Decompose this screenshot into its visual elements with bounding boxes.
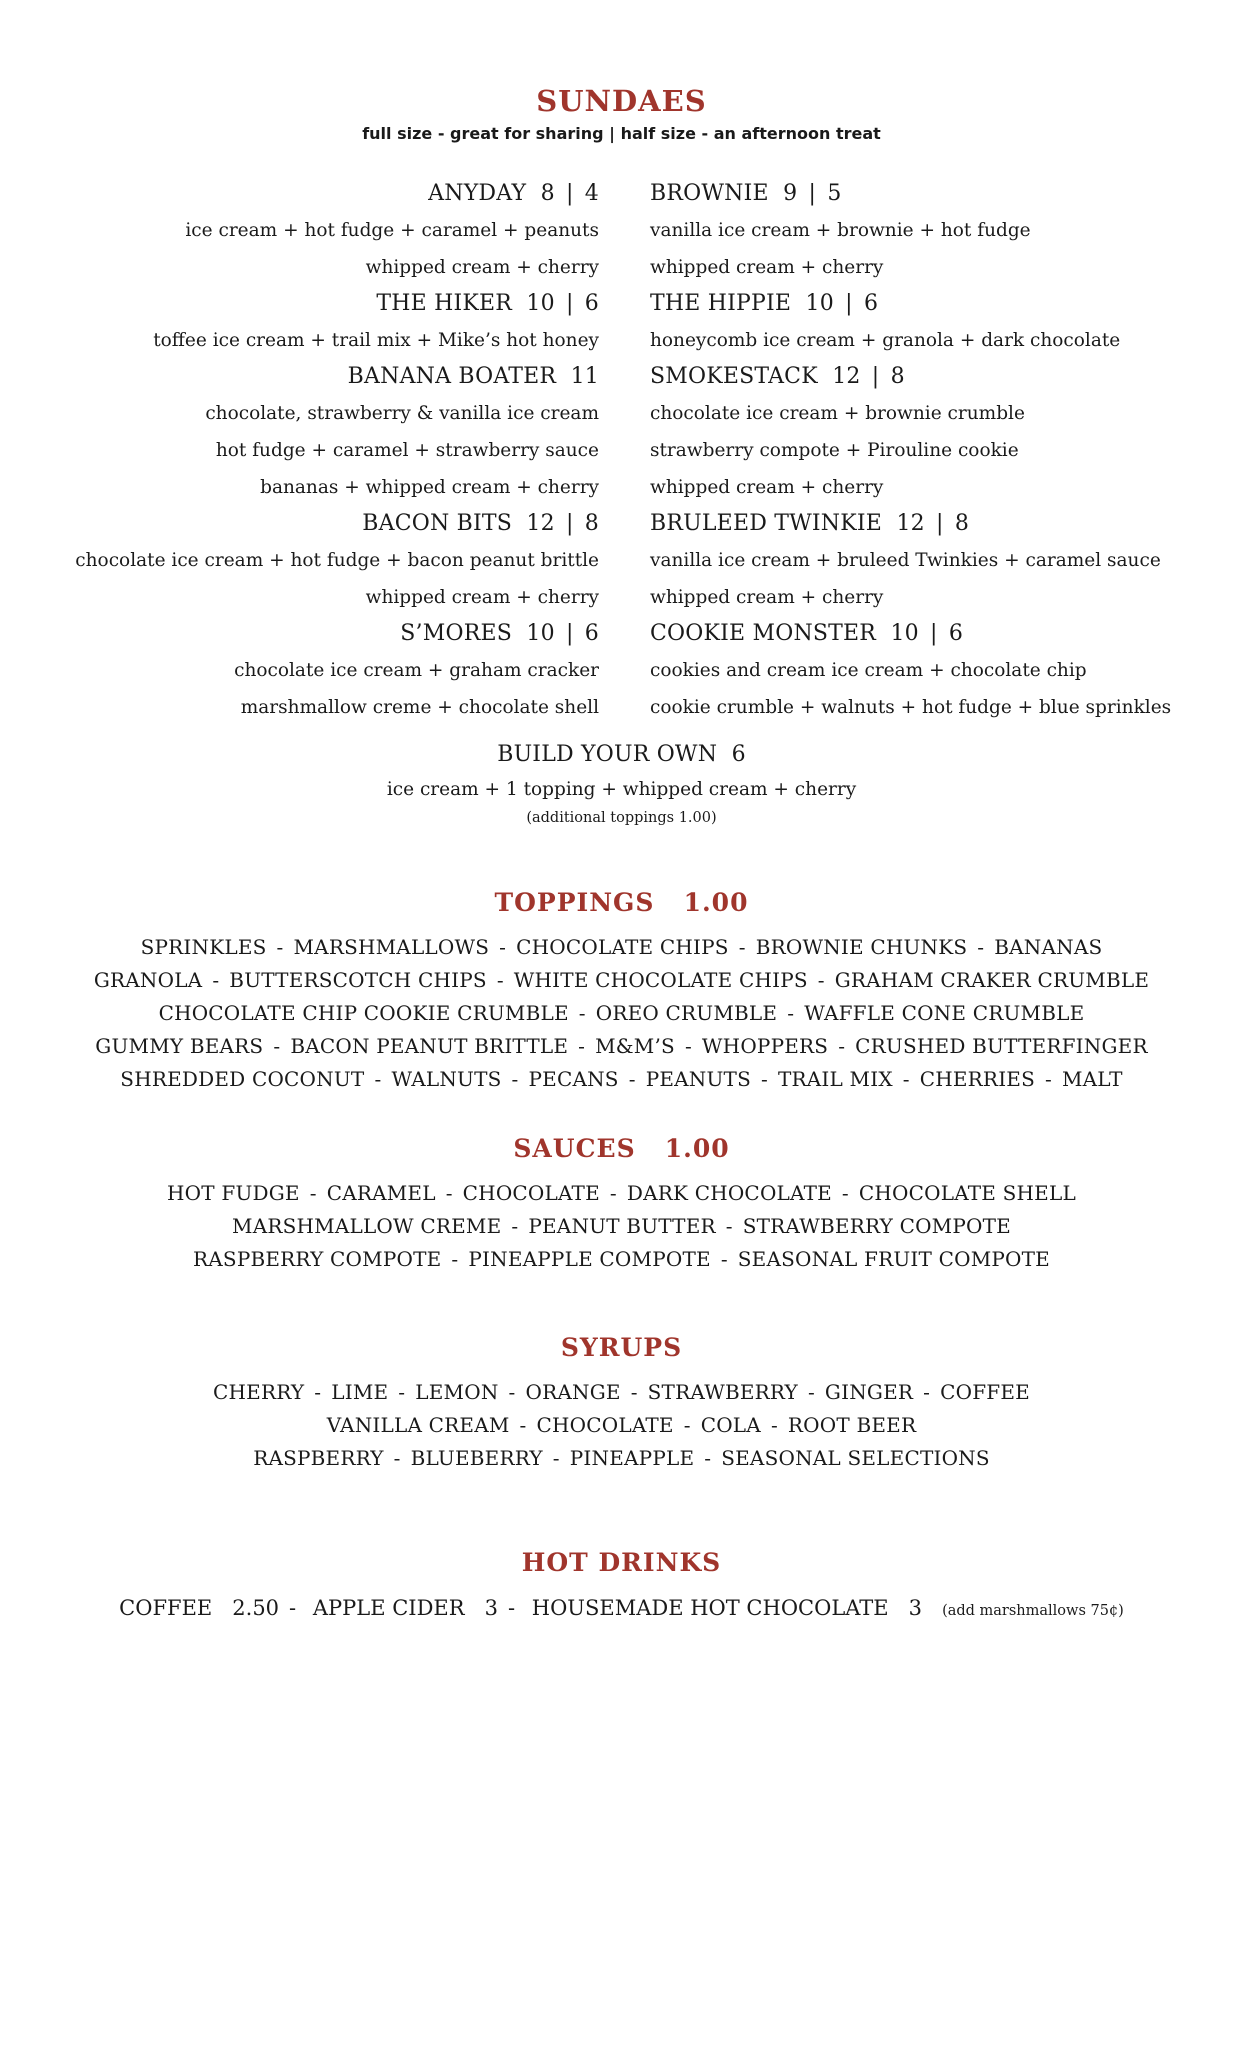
list-item: VANILLA CREAM xyxy=(326,1413,510,1437)
separator: - xyxy=(578,1001,586,1025)
sundae-bacon-bits xyxy=(9,506,599,616)
sauces-title: SAUCES 1.00 xyxy=(513,1134,730,1163)
list-item: CHERRY xyxy=(213,1380,305,1404)
sundae-name: SMOKESTACK xyxy=(650,364,818,389)
sundae-the-hiker xyxy=(9,286,599,359)
list-item: WALNUTS xyxy=(391,1067,502,1091)
list-item: BROWNIE CHUNKS xyxy=(755,935,968,959)
list-item: STRAWBERRY COMPOTE xyxy=(742,1214,1011,1238)
separator: - xyxy=(841,1181,849,1205)
list-item: OREO CRUMBLE xyxy=(595,1001,778,1025)
separator: - xyxy=(393,1446,401,1470)
sundae-name: BANANA BOATER xyxy=(347,364,557,389)
list-item: ORANGE xyxy=(525,1380,621,1404)
sundae-price: 6 xyxy=(731,742,746,767)
separator: - xyxy=(720,1247,728,1271)
sundae-name: BRULEED TWINKIE xyxy=(650,511,883,536)
separator: - xyxy=(508,1380,516,1404)
list-item: SHREDDED COCONUT xyxy=(120,1067,365,1091)
list-item: WHITE CHOCOLATE CHIPS xyxy=(513,968,808,992)
list-item: PEANUTS xyxy=(645,1067,751,1091)
sundae-anyday xyxy=(9,176,599,286)
toppings-section xyxy=(0,888,1243,1096)
toppings-price: 1.00 xyxy=(683,888,749,917)
sundae-name: ANYDAY xyxy=(428,181,527,206)
list-item: CARAMEL xyxy=(326,1181,436,1205)
sundae-price: 10 | 6 xyxy=(805,291,879,316)
list-line xyxy=(0,1442,1243,1475)
hot-drink-item: COFFEE 2.50 xyxy=(119,1596,280,1620)
separator: - xyxy=(628,1067,636,1091)
toppings-list xyxy=(0,931,1243,1096)
list-item: MARSHMALLOWS xyxy=(293,935,490,959)
sundae-desc: marshmallow creme + chocolate shell xyxy=(240,697,599,718)
separator: - xyxy=(552,1446,560,1470)
hot-drink-item: HOUSEMADE HOT CHOCOLATE 3 xyxy=(531,1596,923,1620)
list-item: SEASONAL SELECTIONS xyxy=(721,1446,990,1470)
list-item: CRUSHED BUTTERFINGER xyxy=(855,1034,1148,1058)
hot-drinks-section xyxy=(0,1548,1243,1628)
sundaes-header xyxy=(0,84,1243,143)
sundae-name: COOKIE MONSTER xyxy=(650,621,877,646)
sundae-cookie-monster xyxy=(650,616,1210,726)
list-item: CHOCOLATE xyxy=(462,1181,600,1205)
hot-drinks-title: HOT DRINKS xyxy=(521,1548,722,1577)
list-item: COFFEE xyxy=(940,1380,1030,1404)
sundae-price: 11 xyxy=(570,364,599,389)
toppings-title: TOPPINGS 1.00 xyxy=(494,888,749,917)
separator: - xyxy=(630,1380,638,1404)
list-line xyxy=(0,1376,1243,1409)
list-item: PINEAPPLE xyxy=(569,1446,695,1470)
separator: - xyxy=(212,968,220,992)
separator: - xyxy=(276,935,284,959)
separator: - xyxy=(923,1380,931,1404)
sundae-desc: chocolate, strawberry & vanilla ice cream xyxy=(205,403,599,424)
sundae-name: THE HIPPIE xyxy=(650,291,792,316)
list-item: BACON PEANUT BRITTLE xyxy=(290,1034,569,1058)
sundae-price: 10 | 6 xyxy=(526,621,599,646)
sundae-price: 10 | 6 xyxy=(526,291,599,316)
separator: - xyxy=(309,1181,317,1205)
list-item: COLA xyxy=(700,1413,761,1437)
sundaes-title: SUNDAES xyxy=(536,84,707,118)
separator: - xyxy=(314,1380,322,1404)
sundae-desc: strawberry compote + Pirouline cookie xyxy=(650,440,1019,461)
sundae-build-your-own xyxy=(0,738,1243,828)
list-item: M&M’S xyxy=(595,1034,675,1058)
sundae-smokestack xyxy=(650,359,1210,506)
separator: - xyxy=(704,1446,712,1470)
sundae-desc: ice cream + hot fudge + caramel + peanuts xyxy=(185,220,599,241)
list-item: CHOCOLATE SHELL xyxy=(858,1181,1076,1205)
sundae-desc: vanilla ice cream + bruleed Twinkies + caramel sauce xyxy=(650,550,1161,571)
list-item: BLUEBERRY xyxy=(410,1446,543,1470)
hot-drinks-line: COFFEE 2.50 - APPLE CIDER 3 - HOUSEMADE HOT CHOCOLATE 3 (add marshmallows 75¢) xyxy=(119,1596,1124,1620)
sundae-price: 8 | 4 xyxy=(540,181,599,206)
sundae-name: BROWNIE xyxy=(650,181,769,206)
sundaes-subtitle: full size - great for sharing | half size - an afternoon treat xyxy=(362,124,881,143)
separator: - xyxy=(684,1034,692,1058)
sundae-desc: hot fudge + caramel + strawberry sauce xyxy=(215,440,599,461)
list-item: PINEAPPLE COMPOTE xyxy=(468,1247,711,1271)
list-line xyxy=(0,997,1243,1030)
list-item: CHOCOLATE xyxy=(536,1413,674,1437)
sundae-price: 9 | 5 xyxy=(783,181,842,206)
sundae-name: BUILD YOUR OWN xyxy=(497,742,718,767)
separator: - xyxy=(519,1413,527,1437)
list-item: DARK CHOCOLATE xyxy=(626,1181,832,1205)
sundae-desc: whipped cream + cherry xyxy=(650,257,884,278)
separator: - xyxy=(683,1413,691,1437)
list-item: STRAWBERRY xyxy=(647,1380,798,1404)
separator: - xyxy=(273,1034,281,1058)
separator: - xyxy=(725,1214,733,1238)
separator: - xyxy=(398,1380,406,1404)
list-line xyxy=(0,1177,1243,1210)
list-item: GINGER xyxy=(824,1380,914,1404)
list-item: GRAHAM CRAKER CRUMBLE xyxy=(834,968,1150,992)
additional-toppings-note: (additional toppings 1.00) xyxy=(526,810,717,826)
separator: - xyxy=(770,1413,778,1437)
list-item: CHOCOLATE CHIPS xyxy=(516,935,729,959)
sundae-brownie xyxy=(650,176,1210,286)
list-line xyxy=(0,1210,1243,1243)
separator: - xyxy=(977,935,985,959)
separator: - xyxy=(838,1034,846,1058)
hot-drink-item: APPLE CIDER 3 xyxy=(312,1596,498,1620)
separator: - xyxy=(496,968,504,992)
list-line xyxy=(0,1030,1243,1063)
sauces-section xyxy=(0,1134,1243,1276)
separator: - xyxy=(902,1067,910,1091)
separator: - xyxy=(511,1067,519,1091)
sundae-price: 10 | 6 xyxy=(890,621,964,646)
list-item: CHERRIES xyxy=(919,1067,1035,1091)
separator: - xyxy=(1045,1067,1052,1091)
list-item: WHOPPERS xyxy=(701,1034,829,1058)
list-item: PECANS xyxy=(528,1067,619,1091)
sundae-desc: bananas + whipped cream + cherry xyxy=(260,477,599,498)
sundae-bruleed-twinkie xyxy=(650,506,1210,616)
list-line xyxy=(0,1243,1243,1276)
sundae-desc: cookies and cream ice cream + chocolate chip xyxy=(650,660,1087,681)
separator: - xyxy=(374,1067,382,1091)
separator: - xyxy=(499,935,507,959)
list-item: MALT xyxy=(1061,1067,1123,1091)
list-item: SPRINKLES xyxy=(140,935,267,959)
list-line xyxy=(0,1063,1243,1096)
list-item: HOT FUDGE xyxy=(167,1181,300,1205)
separator: - xyxy=(760,1067,768,1091)
separator: - xyxy=(738,935,746,959)
list-item: WAFFLE CONE CRUMBLE xyxy=(804,1001,1085,1025)
sundae-desc: cookie crumble + walnuts + hot fudge + blue sprinkles xyxy=(650,697,1172,718)
sundae-desc: whipped cream + cherry xyxy=(650,477,884,498)
sundae-price: 12 | 8 xyxy=(526,511,599,536)
list-item: BANANAS xyxy=(994,935,1103,959)
sundae-price: 12 | 8 xyxy=(832,364,905,389)
list-item: PEANUT BUTTER xyxy=(528,1214,716,1238)
list-item: LIME xyxy=(331,1380,389,1404)
sundae-column-right xyxy=(650,176,1210,726)
sundae-desc: whipped cream + cherry xyxy=(365,257,599,278)
list-line xyxy=(0,931,1243,964)
list-line xyxy=(0,1409,1243,1442)
sundae-desc: vanilla ice cream + brownie + hot fudge xyxy=(650,220,1031,241)
sundae-name: THE HIKER xyxy=(376,291,513,316)
list-item: SEASONAL FRUIT COMPOTE xyxy=(737,1247,1050,1271)
sauces-price: 1.00 xyxy=(664,1134,730,1163)
sauces-list xyxy=(0,1177,1243,1276)
list-item: GRANOLA xyxy=(93,968,203,992)
separator: - xyxy=(817,968,825,992)
list-item: CHOCOLATE CHIP COOKIE CRUMBLE xyxy=(158,1001,569,1025)
sundae-desc: chocolate ice cream + graham cracker xyxy=(234,660,599,681)
separator: - xyxy=(787,1001,795,1025)
list-item: LEMON xyxy=(415,1380,499,1404)
syrups-section xyxy=(0,1333,1243,1475)
sundae-desc: toffee ice cream + trail mix + Mike’s hot honey xyxy=(153,330,599,351)
sundae-desc: chocolate ice cream + hot fudge + bacon peanut brittle xyxy=(75,550,599,571)
sundae-name: S’MORES xyxy=(400,621,513,646)
sundae-price: 12 | 8 xyxy=(896,511,970,536)
sundae-desc: honeycomb ice cream + granola + dark chocolate xyxy=(650,330,1121,351)
sundae-desc: whipped cream + cherry xyxy=(365,587,599,608)
list-item: TRAIL MIX xyxy=(777,1067,893,1091)
sundae-name: BACON BITS xyxy=(362,511,513,536)
sundae-column-left xyxy=(9,176,599,726)
separator: - xyxy=(445,1181,453,1205)
separator: - xyxy=(578,1034,586,1058)
sundae-smores xyxy=(9,616,599,726)
sundae-the-hippie xyxy=(650,286,1210,359)
list-item: ROOT BEER xyxy=(787,1413,917,1437)
sundae-desc: chocolate ice cream + brownie crumble xyxy=(650,403,1025,424)
list-item: BUTTERSCOTCH CHIPS xyxy=(229,968,487,992)
list-item: MARSHMALLOW CREME xyxy=(232,1214,502,1238)
separator: - xyxy=(807,1380,815,1404)
syrups-title: SYRUPS xyxy=(560,1333,683,1362)
list-line xyxy=(0,964,1243,997)
list-item: RASPBERRY xyxy=(253,1446,384,1470)
sundae-desc: ice cream + 1 topping + whipped cream + cherry xyxy=(386,779,857,800)
marshmallows-note: (add marshmallows 75¢) xyxy=(942,1603,1124,1619)
list-item: RASPBERRY COMPOTE xyxy=(193,1247,442,1271)
list-item: GUMMY BEARS xyxy=(95,1034,264,1058)
syrups-list xyxy=(0,1376,1243,1475)
separator: - xyxy=(511,1214,519,1238)
separator: - xyxy=(609,1181,617,1205)
sundae-desc: whipped cream + cherry xyxy=(650,587,884,608)
sundae-banana-boater xyxy=(9,359,599,506)
separator: - xyxy=(451,1247,459,1271)
